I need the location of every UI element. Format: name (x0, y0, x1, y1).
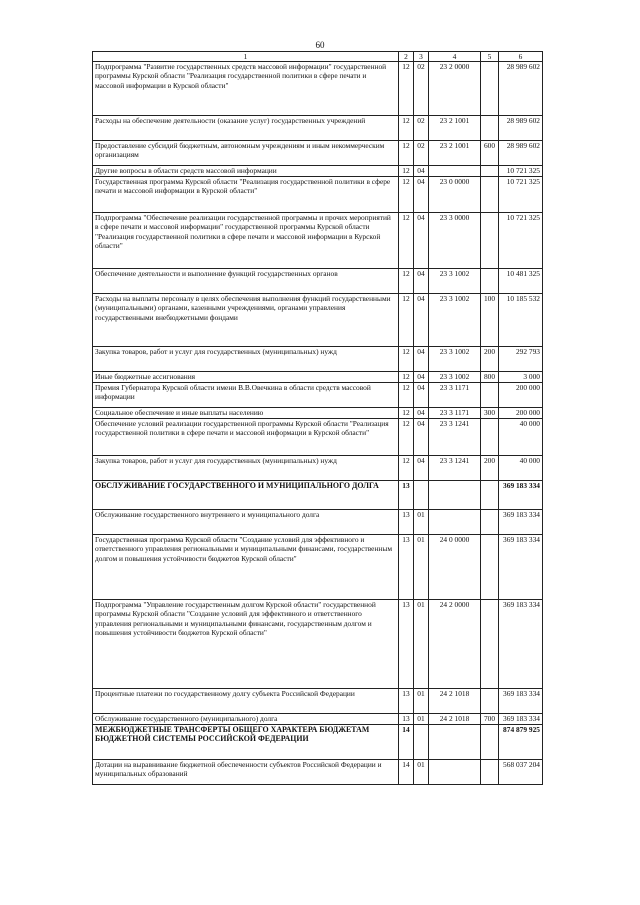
section-code-cell: 12 (399, 141, 414, 166)
amount-cell: 40 000 (499, 419, 543, 456)
amount-cell: 369 183 334 (499, 600, 543, 689)
section-code-cell: 12 (399, 269, 414, 294)
subsection-code-cell: 01 (414, 760, 429, 785)
table-row (93, 714, 543, 725)
section-code-cell: 12 (399, 294, 414, 347)
subsection-code-cell (414, 481, 429, 510)
column-header: 4 (429, 52, 481, 62)
table-row (93, 177, 543, 213)
subsection-code-cell: 04 (414, 166, 429, 177)
subsection-code-cell: 01 (414, 689, 429, 714)
table-row (93, 347, 543, 372)
row-name-cell: Государственная программа Курской области "Создание условий для эффективного и ответственного управления региональными и муниципальными финансами, государственным долгом и повышения устойчивости бюджетов Курской области" (93, 535, 399, 600)
amount-cell: 874 879 925 (499, 725, 543, 760)
expense-type-cell (481, 213, 499, 269)
expense-type-cell (481, 760, 499, 785)
row-name-cell: ОБСЛУЖИВАНИЕ ГОСУДАРСТВЕННОГО И МУНИЦИПАЛЬНОГО ДОЛГА (93, 481, 399, 510)
target-article-cell: 23 0 0000 (429, 177, 481, 213)
target-article-cell: 23 3 1002 (429, 269, 481, 294)
subsection-code-cell: 02 (414, 116, 429, 141)
subsection-code-cell: 04 (414, 294, 429, 347)
amount-cell: 40 000 (499, 456, 543, 481)
row-name-cell: Обеспечение условий реализации государственной программы Курской области "Реализация государственной политики в сфере печати и массовой информации в Курской области" (93, 419, 399, 456)
expense-type-cell (481, 535, 499, 600)
target-article-cell: 23 3 1241 (429, 419, 481, 456)
table-row (93, 600, 543, 689)
amount-cell: 10 481 325 (499, 269, 543, 294)
table-row (93, 294, 543, 347)
table-row (93, 116, 543, 141)
column-header: 2 (399, 52, 414, 62)
row-name-cell: Процентные платежи по государственному долгу субъекта Российской Федерации (93, 689, 399, 714)
subsection-code-cell: 04 (414, 383, 429, 408)
amount-cell: 369 183 334 (499, 714, 543, 725)
subsection-code-cell: 02 (414, 141, 429, 166)
section-code-cell: 13 (399, 600, 414, 689)
section-code-cell: 13 (399, 689, 414, 714)
amount-cell: 200 000 (499, 408, 543, 419)
table-row (93, 62, 543, 116)
table-row (93, 760, 543, 785)
amount-cell: 292 793 (499, 347, 543, 372)
target-article-cell: 23 2 1001 (429, 116, 481, 141)
table-row (93, 269, 543, 294)
page-number: 60 (315, 40, 325, 50)
row-name-cell: Подпрограмма "Развитие государственных средств массовой информации" государственной программы Курской области "Реализация государственной политики в сфере печати и массовой информации в Курской области" (93, 62, 399, 116)
target-article-cell: 23 3 0000 (429, 213, 481, 269)
row-name-cell: Другие вопросы в области средств массовой информации (93, 166, 399, 177)
target-article-cell: 23 3 1002 (429, 372, 481, 383)
row-name-cell: Расходы на выплаты персоналу в целях обеспечения выполнения функций государственными (муниципальными) органами, казенными учреждениями, органами управления государственными внебюджетными фондами (93, 294, 399, 347)
row-name-cell: Подпрограмма "Обеспечение реализации государственной программы и прочих мероприятий в сфере печати и массовой информации" государственной программы Курской области "Реализация государственной политики в сфере печати и массовой информации в Курской области" (93, 213, 399, 269)
section-code-cell: 12 (399, 177, 414, 213)
section-code-cell: 12 (399, 383, 414, 408)
amount-cell: 369 183 334 (499, 689, 543, 714)
target-article-cell: 23 3 1241 (429, 456, 481, 481)
table-row (93, 383, 543, 408)
target-article-cell: 23 3 1171 (429, 383, 481, 408)
expense-type-cell (481, 116, 499, 141)
target-article-cell: 23 3 1171 (429, 408, 481, 419)
expense-type-cell: 700 (481, 714, 499, 725)
section-code-cell: 12 (399, 408, 414, 419)
target-article-cell (429, 481, 481, 510)
amount-cell: 10 185 532 (499, 294, 543, 347)
table-row (93, 725, 543, 760)
expense-type-cell (481, 383, 499, 408)
section-code-cell: 12 (399, 456, 414, 481)
table-row (93, 372, 543, 383)
table-row (93, 213, 543, 269)
amount-cell: 10 721 325 (499, 177, 543, 213)
amount-cell: 10 721 325 (499, 213, 543, 269)
target-article-cell (429, 510, 481, 535)
expense-type-cell (481, 510, 499, 535)
section-code-cell: 12 (399, 347, 414, 372)
expense-type-cell (481, 481, 499, 510)
target-article-cell (429, 166, 481, 177)
row-name-cell: Закупка товаров, работ и услуг для государственных (муниципальных) нужд (93, 347, 399, 372)
target-article-cell: 23 3 1002 (429, 294, 481, 347)
table-row (93, 535, 543, 600)
amount-cell: 568 037 204 (499, 760, 543, 785)
subsection-code-cell: 04 (414, 456, 429, 481)
column-header: 6 (499, 52, 543, 62)
target-article-cell: 23 2 0000 (429, 62, 481, 116)
subsection-code-cell: 04 (414, 372, 429, 383)
expense-type-cell (481, 177, 499, 213)
row-name-cell: Закупка товаров, работ и услуг для государственных (муниципальных) нужд (93, 456, 399, 481)
subsection-code-cell: 02 (414, 62, 429, 116)
subsection-code-cell: 01 (414, 600, 429, 689)
section-code-cell: 13 (399, 535, 414, 600)
table-row (93, 166, 543, 177)
subsection-code-cell: 04 (414, 347, 429, 372)
row-name-cell: Обслуживание государственного внутреннего и муниципального долга (93, 510, 399, 535)
expense-type-cell (481, 166, 499, 177)
section-code-cell: 12 (399, 166, 414, 177)
row-name-cell: Расходы на обеспечение деятельности (оказание услуг) государственных учреждений (93, 116, 399, 141)
row-name-cell: Государственная программа Курской области "Реализация государственной политики в сфере печати и массовой информации в Курской области" (93, 177, 399, 213)
subsection-code-cell: 04 (414, 408, 429, 419)
expense-type-cell (481, 689, 499, 714)
target-article-cell (429, 725, 481, 760)
section-code-cell: 14 (399, 725, 414, 760)
row-name-cell: Дотации на выравнивание бюджетной обеспеченности субъектов Российской Федерации и муниципальных образований (93, 760, 399, 785)
row-name-cell: МЕЖБЮДЖЕТНЫЕ ТРАНСФЕРТЫ ОБЩЕГО ХАРАКТЕРА БЮДЖЕТАМ БЮДЖЕТНОЙ СИСТЕМЫ РОССИЙСКОЙ ФЕДЕРАЦИИ (93, 725, 399, 760)
row-name-cell: Социальное обеспечение и иные выплаты населению (93, 408, 399, 419)
table-row (93, 419, 543, 456)
expense-type-cell (481, 725, 499, 760)
expense-type-cell (481, 600, 499, 689)
section-code-cell: 13 (399, 714, 414, 725)
subsection-code-cell: 04 (414, 213, 429, 269)
row-name-cell: Подпрограмма "Управление государственным долгом Курской области" государственной программы Курской области "Создание условий для эффективного и ответственного управления региональными и муниципальными финансами, государственным долгом и повышения устойчивости бюджетов Курской области" (93, 600, 399, 689)
column-header: 1 (93, 52, 399, 62)
expense-type-cell: 200 (481, 347, 499, 372)
section-code-cell: 12 (399, 213, 414, 269)
amount-cell: 369 183 334 (499, 481, 543, 510)
column-header: 3 (414, 52, 429, 62)
target-article-cell: 24 2 1018 (429, 714, 481, 725)
expense-type-cell: 800 (481, 372, 499, 383)
section-code-cell: 13 (399, 481, 414, 510)
amount-cell: 28 989 602 (499, 116, 543, 141)
expense-type-cell: 200 (481, 456, 499, 481)
target-article-cell: 24 0 0000 (429, 535, 481, 600)
amount-cell: 369 183 334 (499, 510, 543, 535)
column-header: 5 (481, 52, 499, 62)
amount-cell: 10 721 325 (499, 166, 543, 177)
table-header-row (93, 52, 543, 62)
subsection-code-cell: 01 (414, 714, 429, 725)
table-row (93, 510, 543, 535)
table-row (93, 456, 543, 481)
section-code-cell: 13 (399, 510, 414, 535)
amount-cell: 3 000 (499, 372, 543, 383)
subsection-code-cell: 01 (414, 510, 429, 535)
expense-type-cell: 600 (481, 141, 499, 166)
amount-cell: 200 000 (499, 383, 543, 408)
row-name-cell: Обеспечение деятельности и выполнение функций государственных органов (93, 269, 399, 294)
row-name-cell: Обслуживание государственного (муниципального) долга (93, 714, 399, 725)
row-name-cell: Предоставление субсидий бюджетным, автономным учреждениям и иным некоммерческим организациям (93, 141, 399, 166)
section-code-cell: 12 (399, 62, 414, 116)
subsection-code-cell (414, 725, 429, 760)
expense-type-cell: 300 (481, 408, 499, 419)
subsection-code-cell: 01 (414, 535, 429, 600)
subsection-code-cell: 04 (414, 177, 429, 213)
subsection-code-cell: 04 (414, 269, 429, 294)
target-article-cell: 24 2 1018 (429, 689, 481, 714)
expense-type-cell (481, 419, 499, 456)
expense-type-cell (481, 269, 499, 294)
subsection-code-cell: 04 (414, 419, 429, 456)
budget-table (92, 51, 543, 785)
row-name-cell: Иные бюджетные ассигнования (93, 372, 399, 383)
expense-type-cell (481, 62, 499, 116)
section-code-cell: 14 (399, 760, 414, 785)
section-code-cell: 12 (399, 419, 414, 456)
target-article-cell: 23 2 1001 (429, 141, 481, 166)
amount-cell: 28 989 602 (499, 141, 543, 166)
table-row (93, 481, 543, 510)
target-article-cell: 24 2 0000 (429, 600, 481, 689)
target-article-cell: 23 3 1002 (429, 347, 481, 372)
section-code-cell: 12 (399, 116, 414, 141)
section-code-cell: 12 (399, 372, 414, 383)
amount-cell: 369 183 334 (499, 535, 543, 600)
amount-cell: 28 989 602 (499, 62, 543, 116)
target-article-cell (429, 760, 481, 785)
row-name-cell: Премия Губернатора Курской области имени В.В.Овечкина в области средств массовой информации (93, 383, 399, 408)
table-row (93, 408, 543, 419)
expense-type-cell: 100 (481, 294, 499, 347)
table-row (93, 689, 543, 714)
table-row (93, 141, 543, 166)
